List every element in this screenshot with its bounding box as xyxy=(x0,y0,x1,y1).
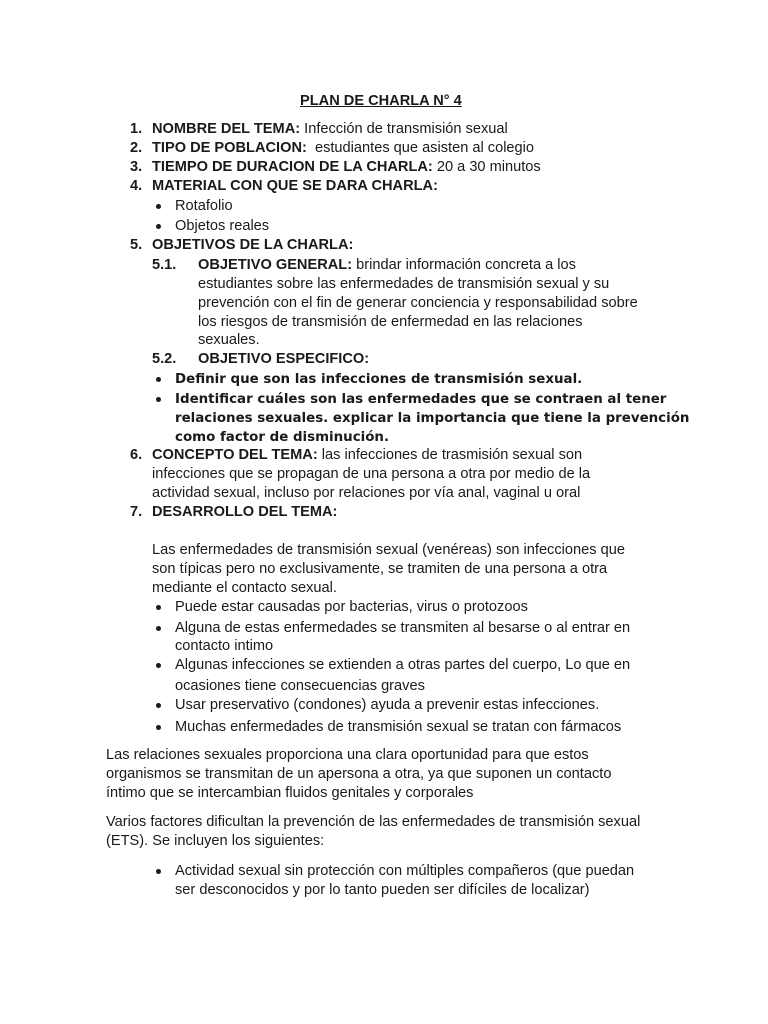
concept-line-2: infecciones que se propagan de una persona a otra por medio de la xyxy=(152,466,591,482)
general-objective-line-3: prevención con el fin de generar conciencia y responsabilidad sobre xyxy=(198,295,638,311)
bullet-dot xyxy=(156,725,161,730)
bullet-dot xyxy=(156,377,161,382)
general-objective-line-4: los riesgos de transmisión de enfermedad en las relaciones xyxy=(198,314,583,330)
specific-objective-2-line-3: como factor de disminución. xyxy=(175,430,390,445)
general-objective-text: brindar información concreta a los xyxy=(356,257,576,273)
specific-objective-heading: OBJETIVO ESPECIFICO: xyxy=(198,351,370,367)
subitem-number-5-1: 5.1. xyxy=(152,257,177,273)
bullet-dot xyxy=(156,224,161,229)
item-1 xyxy=(152,120,508,139)
bullet-dot xyxy=(156,869,161,874)
concept-text: las infecciones de trasmisión sexual son xyxy=(321,447,583,463)
general-objective-line-1 xyxy=(198,256,576,275)
document-title: PLAN DE CHARLA N° 4 xyxy=(300,93,462,109)
factores-para-line-2: (ETS). Se incluyen los siguientes: xyxy=(106,833,325,849)
item-3-value: 20 a 30 minutos xyxy=(436,159,541,175)
desarrollo-bullet-3-line-2: ocasiones tiene consecuencias graves xyxy=(175,678,425,694)
bullet-dot xyxy=(156,626,161,631)
item-3 xyxy=(152,158,541,177)
desarrollo-bullet-2-line-1: Alguna de estas enfermedades se transmiten al besarse o al entrar en xyxy=(175,620,631,636)
item-number-7: 7. xyxy=(130,504,143,520)
bullet-dot xyxy=(156,204,161,209)
item-2-heading: TIPO DE POBLACION: xyxy=(152,140,307,156)
factores-bullet-line-1: Actividad sexual sin protección con múltiples compañeros (que puedan xyxy=(175,863,635,879)
concept-line-1 xyxy=(152,446,582,465)
item-4-heading: MATERIAL CON QUE SE DARA CHARLA: xyxy=(152,178,438,194)
general-objective-line-2: estudiantes sobre las enfermedades de transmisión sexual y su xyxy=(198,276,610,292)
desarrollo-para-line-3: mediante el contacto sexual. xyxy=(152,580,337,596)
specific-objective-2-line-1: Identificar cuáles son las enfermedades que se contraen al tener xyxy=(175,392,667,407)
item-number-4: 4. xyxy=(130,178,143,194)
item-number-3: 3. xyxy=(130,159,143,175)
concept-line-3: actividad sexual, incluso por relaciones por vía anal, vaginal u oral xyxy=(152,485,581,501)
item-2-value: estudiantes que asisten al colegio xyxy=(314,140,535,156)
item-1-heading: NOMBRE DEL TEMA: xyxy=(152,121,301,137)
bullet-dot xyxy=(156,605,161,610)
factores-bullet-line-2: ser desconocidos y por lo tanto pueden ser difíciles de localizar) xyxy=(175,882,590,898)
general-objective-heading: OBJETIVO GENERAL: xyxy=(198,257,353,273)
subitem-number-5-2: 5.2. xyxy=(152,351,177,367)
general-objective-line-5: sexuales. xyxy=(198,332,260,348)
item-1-value: Infección de transmisión sexual xyxy=(304,121,508,137)
item-5-heading: OBJETIVOS DE LA CHARLA: xyxy=(152,237,354,253)
item-number-6: 6. xyxy=(130,447,143,463)
desarrollo-bullet-5: Muchas enfermedades de transmisión sexual se tratan con fármacos xyxy=(175,719,622,735)
material-rotafolio: Rotafolio xyxy=(175,198,233,214)
item-number-5: 5. xyxy=(130,237,143,253)
specific-objective-2-line-2: relaciones sexuales. explicar la importancia que tiene la prevención xyxy=(175,411,690,426)
desarrollo-bullet-3-line-1: Algunas infecciones se extienden a otras partes del cuerpo, Lo que en xyxy=(175,657,631,673)
item-7-heading: DESARROLLO DEL TEMA: xyxy=(152,504,338,520)
factores-para-line-1: Varios factores dificultan la prevención de las enfermedades de transmisión sexual xyxy=(106,814,641,830)
desarrollo-para-line-1: Las enfermedades de transmisión sexual (venéreas) son infecciones que xyxy=(152,542,625,558)
bullet-dot xyxy=(156,703,161,708)
desarrollo-bullet-4: Usar preservativo (condones) ayuda a prevenir estas infecciones. xyxy=(175,697,600,713)
desarrollo-bullet-2-line-2: contacto intimo xyxy=(175,638,274,654)
item-number-2: 2. xyxy=(130,140,143,156)
desarrollo-bullet-1: Puede estar causadas por bacterias, virus o protozoos xyxy=(175,599,528,615)
specific-objective-1: Definir que son las infecciones de transmisión sexual. xyxy=(175,372,583,387)
material-objetos: Objetos reales xyxy=(175,218,270,234)
item-number-1: 1. xyxy=(130,121,143,137)
relaciones-para-line-2: organismos se transmitan de un apersona a otra, ya que suponen un contacto xyxy=(106,766,612,782)
desarrollo-para-line-2: son típicas pero no exclusivamente, se tramiten de una persona a otra xyxy=(152,561,608,577)
item-3-heading: TIEMPO DE DURACION DE LA CHARLA: xyxy=(152,159,433,175)
relaciones-para-line-3: íntimo que se intercambian fluidos genitales y corporales xyxy=(106,785,474,801)
item-6-heading: CONCEPTO DEL TEMA: xyxy=(152,447,318,463)
relaciones-para-line-1: Las relaciones sexuales proporciona una clara oportunidad para que estos xyxy=(106,747,589,763)
bullet-dot xyxy=(156,397,161,402)
item-2 xyxy=(152,139,534,158)
bullet-dot xyxy=(156,663,161,668)
